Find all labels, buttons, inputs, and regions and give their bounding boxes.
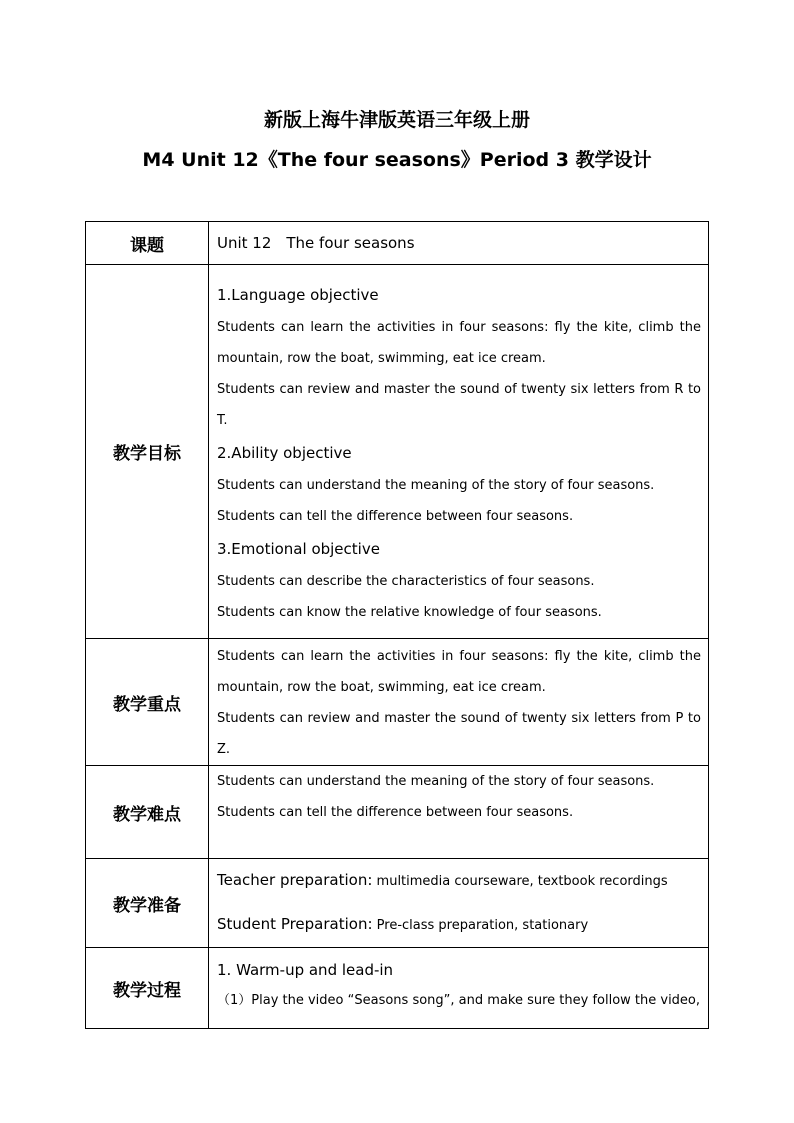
label-objectives: 教学目标 [86,265,209,639]
key-point-1: Students can learn the activities in four seasons: fly the kite, climb the mountain, row the boat, swimming, eat ice cream. [217,649,701,695]
row-topic [86,222,709,265]
teacher-preparation [217,859,701,903]
document-title-line-1: 新版上海牛津版英语三年级上册 [263,109,530,131]
process-step-1: （1）Play the video “Seasons song”, and make sure they follow the video, [217,993,701,1008]
lesson-plan-table [85,221,709,1029]
label-process: 教学过程 [86,948,209,1029]
label-preparation: 教学准备 [86,859,209,948]
row-process [86,948,709,1029]
label-key-points: 教学重点 [86,639,209,766]
student-preparation-label: Student Preparation: [217,915,373,933]
emotional-objective-heading: 3.Emotional objective [217,540,380,558]
ability-objective-2: Students can tell the difference between four seasons. [217,509,574,524]
content-difficulties [209,766,709,859]
content-process [209,948,709,1029]
row-key-points [86,639,709,766]
difficulty-2: Students can tell the difference between four seasons. [217,805,574,820]
difficulty-1: Students can understand the meaning of the story of four seasons. [217,774,655,789]
language-objective-2: Students can review and master the sound of twenty six letters from R to T. [217,382,701,428]
content-key-points [209,639,709,766]
label-difficulties: 教学难点 [86,766,209,859]
teacher-preparation-value: multimedia courseware, textbook recordings [372,874,668,889]
emotional-objective-2: Students can know the relative knowledge of four seasons. [217,605,602,620]
language-objective-heading: 1.Language objective [217,286,379,304]
ability-objective-heading: 2.Ability objective [217,444,352,462]
row-objectives [86,265,709,639]
key-point-2: Students can review and master the sound of twenty six letters from P to Z. [217,711,701,757]
emotional-objective-1: Students can describe the characteristics of four seasons. [217,574,595,589]
language-objective-1: Students can learn the activities in four seasons: fly the kite, climb the mountain, row the boat, swimming, eat ice cream. [217,320,701,366]
row-difficulties [86,766,709,859]
student-preparation [217,903,701,947]
student-preparation-value: Pre-class preparation, stationary [372,918,589,933]
content-preparation [209,859,709,948]
row-preparation [86,859,709,948]
label-topic: 课题 [86,222,209,265]
teacher-preparation-label: Teacher preparation: [217,871,373,889]
content-objectives [209,265,709,639]
process-step-heading: 1. Warm-up and lead-in [217,961,394,979]
value-topic [209,222,709,265]
document-title-line-2: M4 Unit 12《The four seasons》Period 3 教学设计 [142,149,652,171]
ability-objective-1: Students can understand the meaning of the story of four seasons. [217,478,655,493]
topic-value: Unit 12 The four seasons [217,234,415,252]
